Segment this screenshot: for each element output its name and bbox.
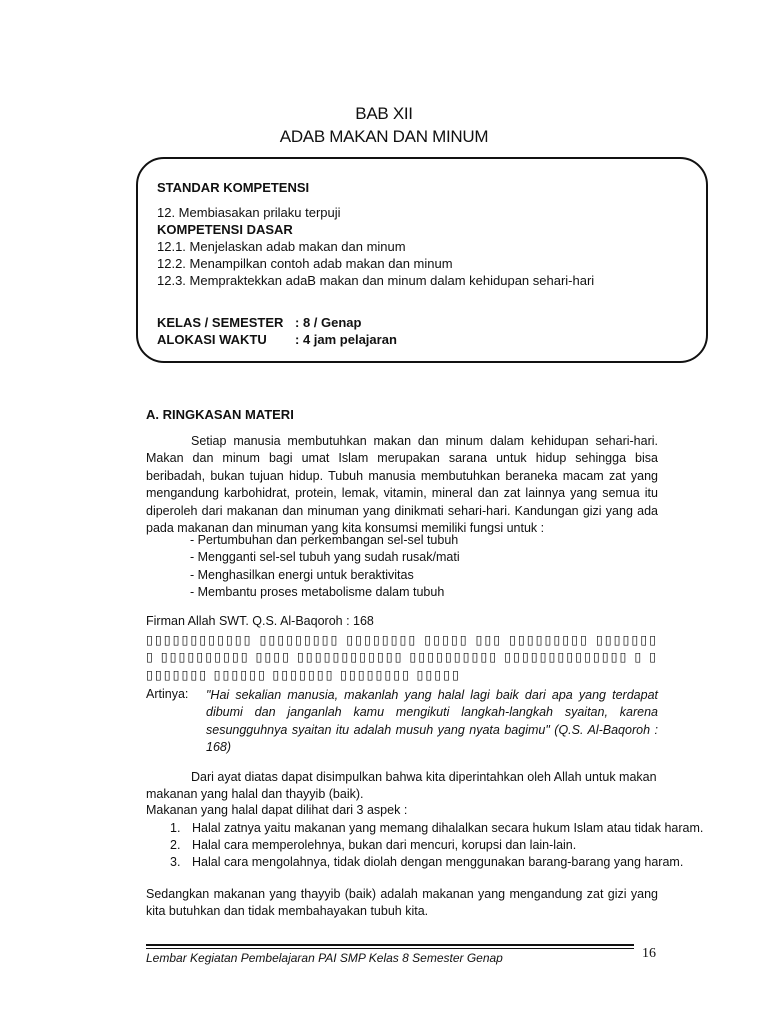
aspect-list xyxy=(170,820,703,871)
standar-item: 12. Membiasakan prilaku terpuji xyxy=(157,205,341,220)
intro-text: Setiap manusia membutuhkan makan dan minum dalam kehidupan sehari-hari. Makan dan minum bagi umat Islam merupakan sarana untuk hidup sehingga bisa beribadah, bukan tujuan hidup. Tubuh manusia membutuhkan beraneka macam zat yang mengandung karbohidrat, protein, lemak, vitamin, mineral dan zat lainnya yang semua itu diperoleh dari makanan dan minuman yang dinikmati sehari-hari. Kandungan gizi yang ada pada makanan dan minuman yang kita konsumsi memiliki fungsi untuk : xyxy=(146,434,658,536)
kd-heading: KOMPETENSI DASAR xyxy=(157,222,293,237)
page-number: 16 xyxy=(642,946,656,961)
kelas-label: KELAS / SEMESTER xyxy=(157,315,284,330)
chapter-number: BAB XII xyxy=(355,104,413,123)
alokasi-value: : 4 jam pelajaran xyxy=(295,332,397,347)
arabic-verse: ▯▯▯▯▯▯▯▯▯▯▯▯ ▯▯▯▯▯▯▯▯▯ ▯▯▯▯▯▯▯▯ ▯▯▯▯▯ ▯▯▯ ▯▯▯▯▯▯▯▯▯ ▯▯▯▯▯▯▯▯ ▯▯▯▯▯▯▯▯▯▯ ▯▯▯▯ ▯▯▯▯▯▯▯▯▯▯▯▯ ▯▯▯▯▯▯▯▯▯▯ ▯▯▯▯▯▯▯▯▯▯▯▯▯▯ ▯ ▯▯▯▯▯▯▯▯ ▯▯▯▯▯▯ ▯▯▯▯▯▯▯ ▯▯▯▯▯▯▯▯ ▯▯▯▯▯ xyxy=(146,633,658,682)
list-item: - Membantu proses metabolisme dalam tubuh xyxy=(190,585,445,600)
list-item: - Menghasilkan energi untuk beraktivitas xyxy=(190,567,414,582)
list-item: - Mengganti sel-sel tubuh yang sudah rusak/mati xyxy=(190,550,460,565)
conclusion-line: Makanan yang halal dapat dilihat dari 3 aspek : xyxy=(146,803,408,817)
thayyib-paragraph xyxy=(146,886,658,921)
conclusion-line: makanan yang halal dan thayyib (baik). xyxy=(146,787,364,801)
kelas-row xyxy=(157,315,361,330)
section-heading: A. RINGKASAN MATERI xyxy=(146,407,294,422)
alokasi-label: ALOKASI WAKTU xyxy=(157,332,267,347)
thayyib-text: Sedangkan makanan yang thayyib (baik) adalah makanan yang mengandung zat gizi yang kita butuhkan dan tidak membahayakan tubuh kita. xyxy=(146,887,658,919)
firman-reference: Firman Allah SWT. Q.S. Al-Baqoroh : 168 xyxy=(146,614,374,628)
footer-text: Lembar Kegiatan Pembelajaran PAI SMP Kelas 8 Semester Genap xyxy=(146,951,503,965)
function-list xyxy=(190,532,460,602)
list-item xyxy=(170,837,703,854)
item-number: 1. xyxy=(170,821,181,835)
item-number: 2. xyxy=(170,838,181,852)
list-item: - Pertumbuhan dan perkembangan sel-sel tubuh xyxy=(190,533,459,547)
footer-rule xyxy=(146,948,634,949)
item-text: Halal zatnya yaitu makanan yang memang dihalalkan secara hukum Islam atau tidak haram. xyxy=(192,821,704,835)
kd-item: 12.1. Menjelaskan adab makan dan minum xyxy=(157,239,406,254)
kd-item: 12.3. Mempraktekkan adaB makan dan minum dalam kehidupan sehari-hari xyxy=(157,273,595,288)
footer-rule xyxy=(146,944,634,946)
artinya-label: Artinya: xyxy=(146,687,189,701)
kd-item: 12.2. Menampilkan contoh adab makan dan minum xyxy=(157,256,453,271)
item-text: Halal cara memperolehnya, bukan dari mencuri, korupsi dan lain-lain. xyxy=(192,838,577,852)
artinya-text: "Hai sekalian manusia, makanlah yang halal lagi baik dari apa yang terdapat dibumi dan janganlah kamu mengikuti langkah-langkah syaitan, karena sesungguhnya syaitan itu adalah musuh yang nyata bagimu" (Q.S. Al-Baqoroh : 168) xyxy=(206,688,658,755)
intro-paragraph xyxy=(146,433,658,537)
standar-heading: STANDAR KOMPETENSI xyxy=(157,180,310,195)
item-number: 3. xyxy=(170,855,181,869)
kelas-value: : 8 / Genap xyxy=(295,315,362,330)
list-item xyxy=(170,854,703,871)
conclusion-line: Dari ayat diatas dapat disimpulkan bahwa kita diperintahkan oleh Allah untuk makan xyxy=(191,770,657,784)
chapter-title: ADAB MAKAN DAN MINUM xyxy=(279,127,489,146)
alokasi-row xyxy=(157,332,397,347)
item-text: Halal cara mengolahnya, tidak diolah dengan menggunakan barang-barang yang haram. xyxy=(192,855,684,869)
list-item xyxy=(170,820,703,837)
